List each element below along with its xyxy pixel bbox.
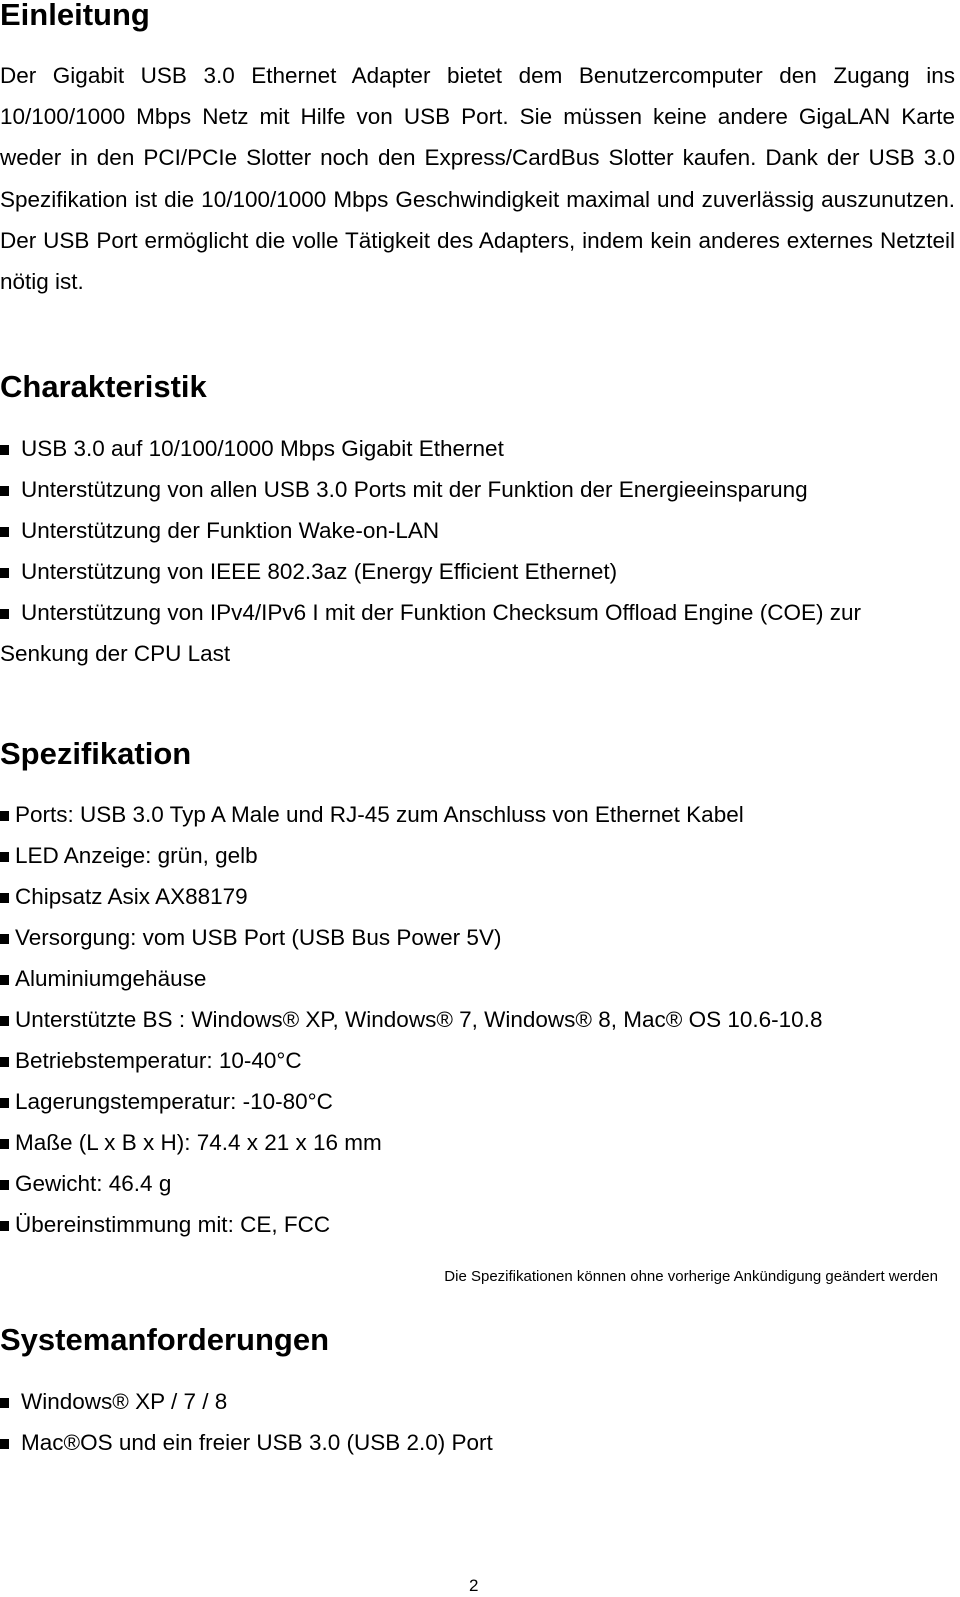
feature-item: Unterstützung von IEEE 802.3az (Energy Efficient Ethernet)	[0, 556, 617, 588]
spec-item: Unterstützte BS : Windows® XP, Windows® 7, Windows® 8, Mac® OS 10.6-10.8	[0, 1004, 822, 1036]
heading-systemanforderungen: Systemanforderungen	[0, 1322, 330, 1357]
bullet-icon	[0, 1180, 9, 1190]
heading-spezifikation: Spezifikation	[0, 736, 192, 771]
bullet-icon	[0, 852, 9, 862]
bullet-icon	[0, 1139, 9, 1149]
bullet-icon	[0, 486, 9, 496]
feature-item: Unterstützung von IPv4/IPv6 I mit der Funktion Checksum Offload Engine (COE) zur Senkung der CPU Last	[0, 600, 861, 666]
bullet-icon	[0, 445, 9, 455]
bullet-icon	[0, 811, 9, 821]
spec-item: Übereinstimmung mit: CE, FCC	[0, 1209, 330, 1241]
spec-item: Aluminiumgehäuse	[0, 963, 206, 995]
bullet-icon	[0, 1398, 9, 1408]
spec-item: Betriebstemperatur: 10-40°C	[0, 1045, 302, 1077]
spec-item: Chipsatz Asix AX88179	[0, 881, 248, 913]
bullet-icon	[0, 1057, 9, 1067]
spec-item: LED Anzeige: grün, gelb	[0, 840, 258, 872]
spec-disclaimer: Die Spezifikationen können ohne vorherige Ankündigung geändert werden	[444, 1268, 938, 1285]
bullet-icon	[0, 893, 9, 903]
bullet-icon	[0, 1016, 9, 1026]
requirement-item: Mac®OS und ein freier USB 3.0 (USB 2.0) Port	[0, 1427, 493, 1459]
requirement-item: Windows® XP / 7 / 8	[0, 1386, 227, 1418]
feature-item: Unterstützung der Funktion Wake-on-LAN	[0, 515, 439, 547]
intro-paragraph: Der Gigabit USB 3.0 Ethernet Adapter bietet dem Benutzercomputer den Zugang ins 10/100/1000 Mbps Netz mit Hilfe von USB Port. Sie müssen keine andere GigaLAN Karte weder in den PCI/PCIe Slotter noch den Express/CardBus Slotter kaufen. Dank der USB 3.0 Spezifikation ist die 10/100/1000 Mbps Geschwindigkeit maximal und zuverlässig auszunutzen. Der USB Port ermöglicht die volle Tätigkeit des Adapters, indem kein anderes externes Netzteil nötig ist.	[0, 63, 955, 295]
spec-item: Ports: USB 3.0 Typ A Male und RJ-45 zum Anschluss von Ethernet Kabel	[0, 799, 744, 831]
heading-einleitung: Einleitung	[0, 0, 150, 32]
bullet-icon	[0, 975, 9, 985]
feature-item: Unterstützung von allen USB 3.0 Ports mit der Funktion der Energieeinsparung	[0, 474, 808, 506]
heading-charakteristik: Charakteristik	[0, 369, 207, 404]
bullet-icon	[0, 609, 9, 619]
bullet-icon	[0, 1098, 9, 1108]
spec-item: Versorgung: vom USB Port (USB Bus Power 5V)	[0, 922, 501, 954]
feature-item: USB 3.0 auf 10/100/1000 Mbps Gigabit Ethernet	[0, 433, 504, 465]
bullet-icon	[0, 527, 9, 537]
spec-item: Gewicht: 46.4 g	[0, 1168, 171, 1200]
bullet-icon	[0, 1221, 9, 1231]
spec-item: Lagerungstemperatur: -10-80°C	[0, 1086, 333, 1118]
spec-item: Maße (L x B x H): 74.4 x 21 x 16 mm	[0, 1127, 382, 1159]
page-number: 2	[469, 1576, 479, 1595]
bullet-icon	[0, 1439, 9, 1449]
bullet-icon	[0, 568, 9, 578]
bullet-icon	[0, 934, 9, 944]
